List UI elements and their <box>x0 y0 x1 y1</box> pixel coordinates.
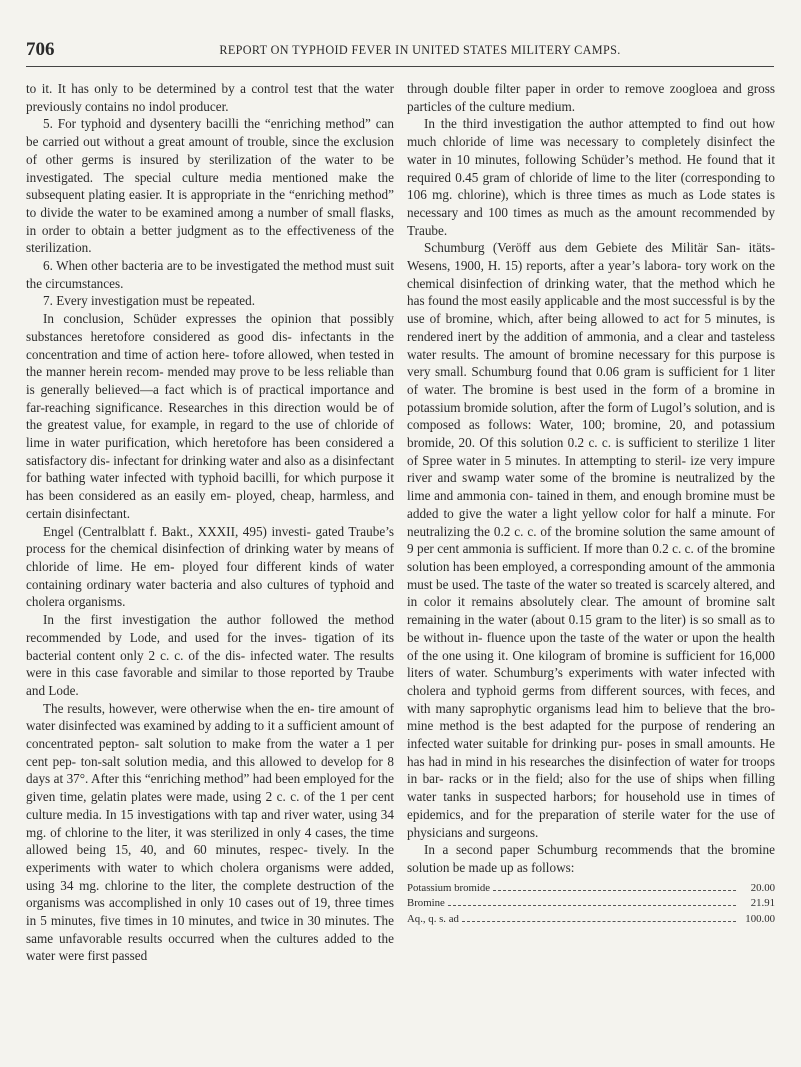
paragraph: through double filter paper in order to remove zoogloea and gross particles of the culture medium. <box>407 81 775 114</box>
ingredient-quantity: 21.91 <box>750 897 775 910</box>
left-column <box>26 80 394 965</box>
paragraph: to it. It has only to be determined by a control test that the water previously contains no indol producer. <box>26 81 394 114</box>
running-title: REPORT ON TYPHOID FEVER IN UNITED STATES MILITERY CAMPS. <box>219 43 621 57</box>
paragraph: Schumburg (Veröff aus dem Gebiete des Militär San- itäts-Wesens, 1900, H. 15) reports, after a year’s labora- tory work on the chemical disinfection of drinking water, that the method which he has found the most easily applicable and the most successful is by the use of bromine, which, after being allowed to act for 5 minutes, is rendered inert by the addition of ammonia, and a clear and tasteless water results. The amount of bromine necessary for this purpose is very small. Schumburg found that 0.06 gram is sufficient for 1 liter of water. The bromine is best used in the form of a bromine in potassium bromide solution, after the form of Lugol’s solution, and is composed as follows: Water, 100; bromine, 20, and potassium bromide, 20. Of this solution 0.2 c. c. is sufficient to sterilize 1 liter of Spree water in 5 minutes. In attempting to steril- ize very impure river and swamp water some of the bromine is neutralized by the lime and ammonia con- tained in them, and enough bromine must be added to give the water a light yellow color for half a minute. For neutralizing the 0.2 c. c. of the bromine solution the same amount of 9 per cent ammonia is sufficient. If more than 0.2 c. c. of the bromine solution has been employed, a corresponding amount of the ammonia must be used. The taste of the water so treated is scarcely altered, and in color it remains absolutely clear. The amount of bromine salt remaining in the water (about 0.15 gram to the liter) is so small as to be without in- fluence upon the taste of the water or upon the health of the one using it. One kilogram of bromine is sufficient for 16,000 liters of water. Schumburg’s experiments with water infected with cholera and typhoid germs from different sources, with feces, and with many saprophytic organisms lead him to believe that the bro- mine method is the best adapted for the purpose of rendering an infected water suitable for drinking pur- poses in small amounts. He has had in mind in his researches the disinfection of water for troops in bar- racks or in the field; also for the use of ships when filling water tanks in suspected harbors; for household use in times of epidemics, and for the preparation of sterile water for the use of physicians and surgeons. <box>407 240 775 840</box>
ingredient-name: Aq., q. s. ad <box>407 912 459 925</box>
ingredient-name: Bromine <box>407 897 445 910</box>
formula-row <box>407 881 775 897</box>
formula-row <box>407 912 775 928</box>
paragraph: In conclusion, Schüder expresses the opinion that possibly substances heretofore considered as good dis- infectants in the concentration and time of action here- tofore allowed, when tested in the manner herein recom- mended may prove to be less reliable than is generally believed—a fact which is of practical importance and far-reaching significance. Researches in this direction would be of the greatest value, for example, in regard to the use of chloride of lime in water purification, which heretofore has been considered a satisfactory dis- infectant for drinking water and also as a disinfectant for bathing water infected with typhoid bacilli, for which purpose it has been considered as an easily em- ployed, cheap, harmless, and certain disinfectant. <box>26 311 394 521</box>
right-column <box>407 80 775 927</box>
paragraph: 7. Every investigation must be repeated. <box>43 293 256 309</box>
formula-row <box>407 896 775 912</box>
paragraph: Engel (Centralblatt f. Bakt., XXXII, 495) investi- gated Traube’s process for the chemical disinfection of drinking water by means of chloride of lime. He em- ployed four different kinds of water containing ordinary water bacteria and also cultures of typhoid and cholera organisms. <box>26 523 394 610</box>
leader-dots <box>462 921 736 922</box>
paragraph: In a second paper Schumburg recommends that the bromine solution be made up as follows: <box>407 842 775 875</box>
paragraph: 5. For typhoid and dysentery bacilli the “enriching method” can be carried out without a great amount of trouble, since the exclusion of other germs is insured by sterilization of the water to be investigated. The special culture media mentioned make the subsequent plating easier. It is appropriate in the “enriching method” to divide the water to be examined among a number of small flasks, in order to obtain a better judgment as to the effectiveness of the sterilization. <box>26 116 394 256</box>
ingredient-name: Potassium bromide <box>407 881 491 894</box>
page-number: 706 <box>26 39 55 60</box>
ingredient-quantity: 20.00 <box>750 881 775 894</box>
page-header <box>26 38 774 67</box>
leader-dots <box>493 890 736 891</box>
right-column-text <box>407 80 775 877</box>
ingredient-quantity: 100.00 <box>745 912 775 925</box>
leader-dots <box>448 905 736 906</box>
bromine-formula-table <box>407 881 775 928</box>
paragraph: In the third investigation the author attempted to find out how much chloride of lime was necessary to completely disinfect the water in 10 minutes, following Schüder’s method. He found that it required 0.45 gram of chloride of lime to the liter (corresponding to 106 mg. chlorine), which is three times as much as Lode states is necessary and 100 times as much as the amount recommended by Traube. <box>407 116 775 238</box>
paragraph: The results, however, were otherwise when the en- tire amount of water disinfected was examined by adding to it a sufficient amount of concentrated pepton- salt solution to make from the water a 1 per cent pep- ton-salt solution media, and this allowed to develop for 8 days at 37°. After this “enriching method” had been employed for the given time, gelatin plates were made, using 2 c. c. of the 1 per cent culture media. In 15 investigations with tap and river water, using 34 mg. of chlorine to the liter, it was sterilized in only 4 cases, the time allowed being 15, 40, and 60 minutes, respec- tively. In the experiments with water to which cholera organisms were added, using 34 mg. chlorine to the liter, the complete destruction of the organisms was accomplished in only 10 cases out of 19, three times in 5 minutes, five times in 10 minutes, and twice in 30 minutes. The same unfavorable results occurred when the cultures added to the water were first passed <box>26 700 394 964</box>
paragraph: In the first investigation the author followed the method recommended by Lode, and used for the inves- tigation of its bacterial content only 2 c. c. of the dis- infected water. The results were in this case favorable and similar to those reported by Traube and Lode. <box>26 612 394 698</box>
paragraph: 6. When other bacteria are to be investigated the method must suit the circumstances. <box>26 258 394 291</box>
